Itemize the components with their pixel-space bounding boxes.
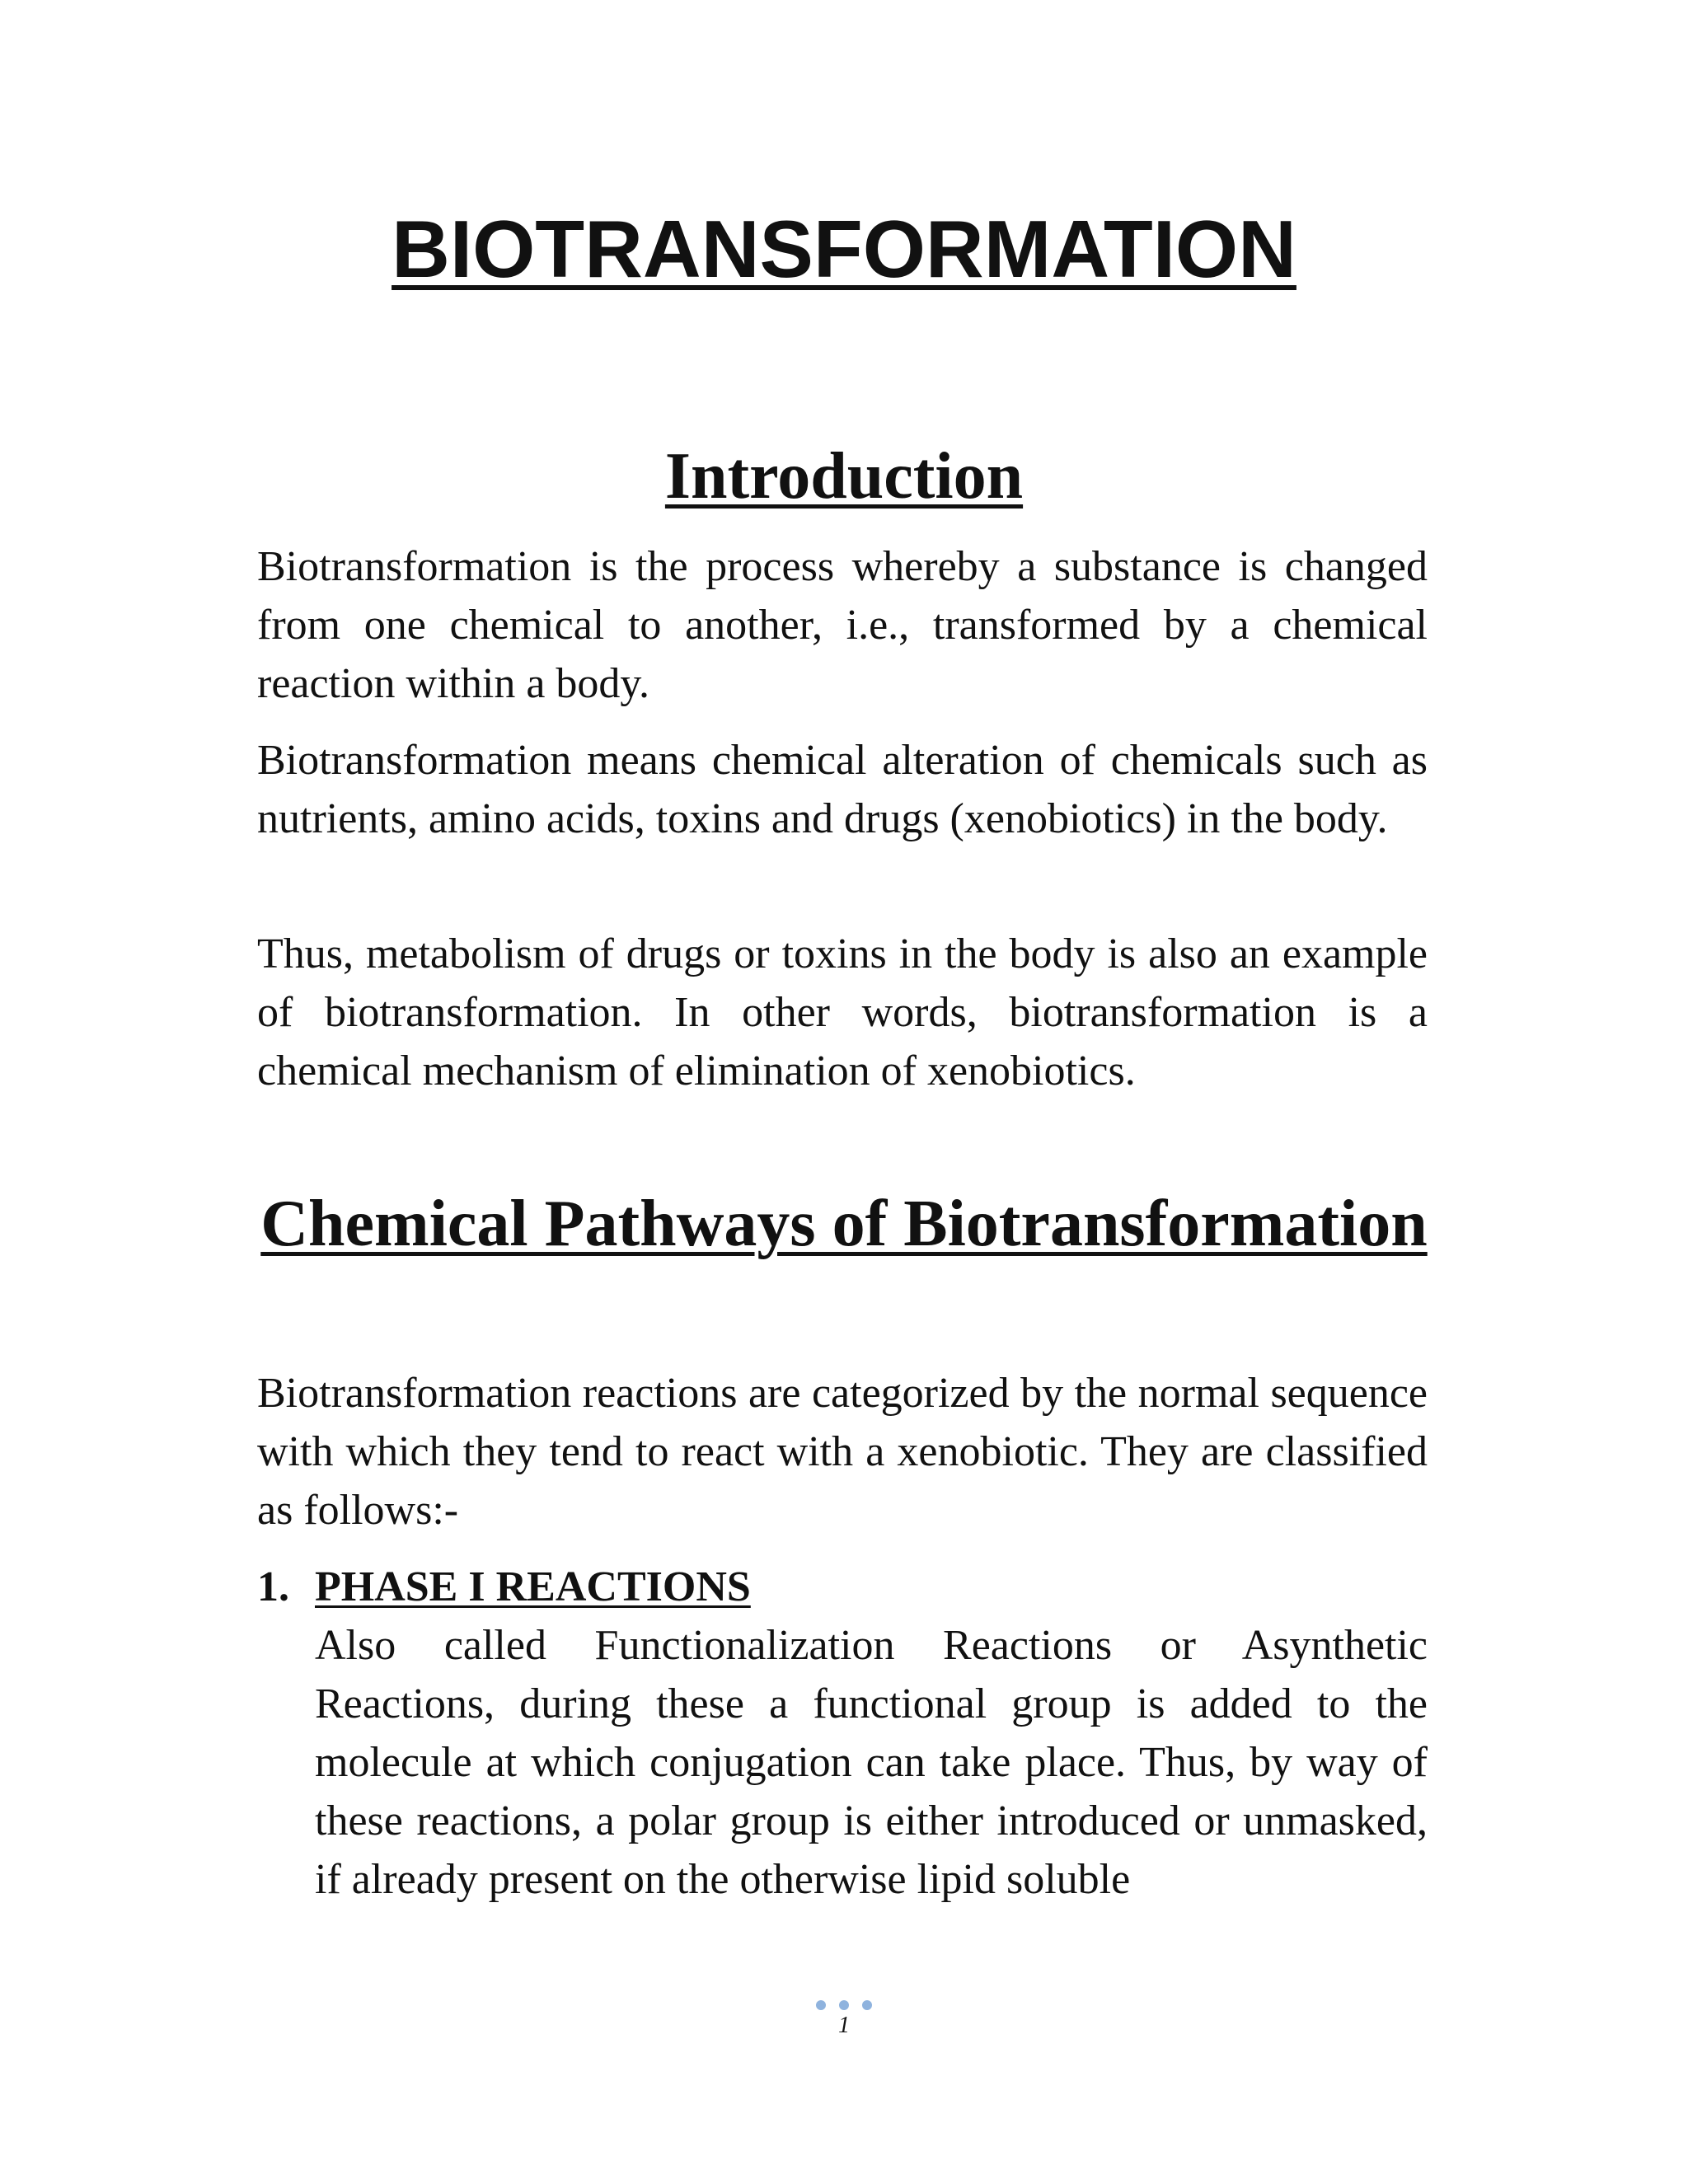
section-heading-introduction-text: Introduction [664,440,1024,513]
paragraph-introduction-1: Biotransformation is the process whereby a substance is changed from one chemical to another, i.e., transformed by a chemical reaction within a body. [257,543,1428,707]
footer-dot [839,2000,849,2010]
section-heading-introduction [0,438,1688,514]
document-title-text: BIOTRANSFORMATION [392,204,1296,294]
paragraph-chemical-pathways-1: Biotransformation reactions are categorized by the normal sequence with which they tend to react with a xenobiotic. They are classified as follows:- [257,1370,1428,1534]
footer-dot [862,2000,872,2010]
footer-dot [816,2000,826,2010]
page-number: 1 [838,2013,850,2038]
reaction-phase-list [257,1558,1428,1909]
list-item-text: Also called Functionalization Reactions or Asynthetic Reactions, during these a functional group is added to the molecule at which conjugation can take place. Thus, by way of these reactions, a polar group is either introduced or unmasked, if already present on the otherwise lipid soluble [315,1622,1428,1903]
list-item-title: PHASE I REACTIONS [315,1563,751,1610]
paragraph-introduction-2: Biotransformation means chemical alteration of chemicals such as nutrients, amino acids, toxins and drugs (xenobiotics) in the body. [257,737,1428,842]
section-heading-chemical-pathways-text: Chemical Pathways of Biotransformation [260,1188,1428,1260]
list-item [257,1558,1428,1909]
three-dots-icon [816,1999,872,2012]
section-heading-chemical-pathways [0,1183,1688,1265]
list-item-marker: 1. [257,1563,289,1610]
paragraph-introduction-3: Thus, metabolism of drugs or toxins in the body is also an example of biotransformation. In other words, biotransformation is a chemical mechanism of elimination of xenobiotics. [257,930,1428,1094]
document-title [0,199,1688,298]
